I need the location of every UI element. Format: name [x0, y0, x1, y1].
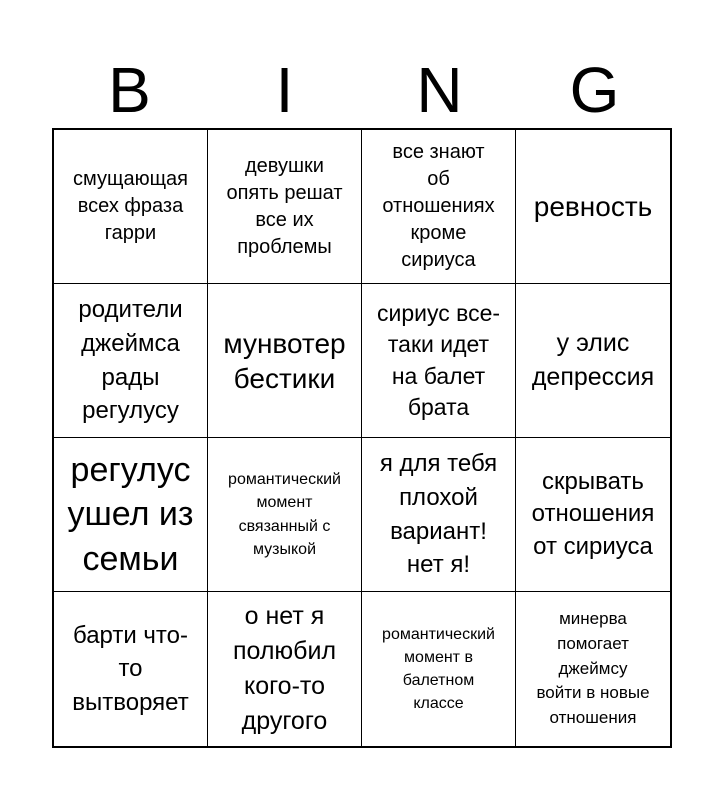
- header-letter-i: I: [275, 54, 294, 126]
- header-letter-n: N: [416, 54, 463, 126]
- bingo-cell-text: я для тебя плохой вариант! нет я!: [379, 450, 498, 579]
- bingo-cell-r2c3[interactable]: [362, 284, 516, 438]
- bingo-cell-text: барти что- то вытворяет: [72, 621, 189, 716]
- bingo-cell-r2c2[interactable]: [208, 284, 362, 438]
- bingo-cell-r4c3[interactable]: [362, 592, 516, 746]
- bingo-cell-text: романтический момент связанный с музыкой: [228, 471, 341, 558]
- bingo-board: [52, 128, 672, 748]
- header-letter-g: G: [569, 54, 620, 126]
- bingo-cell-r2c4[interactable]: [516, 284, 670, 438]
- bingo-header: [52, 54, 672, 126]
- bingo-cell-text: романтический момент в балетном классе: [382, 625, 495, 713]
- bingo-cell-text: о нет я полюбил кого-то другого: [232, 602, 337, 735]
- header-letter-b: B: [108, 54, 151, 126]
- bingo-cell-r4c4[interactable]: [516, 592, 670, 746]
- bingo-cell-r2c1[interactable]: [54, 284, 208, 438]
- bingo-cell-text: родители джеймса рады регулусу: [78, 296, 183, 425]
- bingo-cell-text: минерва помогает джеймсу войти в новые отношения: [536, 609, 650, 727]
- bingo-cell-r1c2[interactable]: [208, 130, 362, 284]
- bingo-cell-r3c1[interactable]: [54, 438, 208, 592]
- bingo-cell-r3c2[interactable]: [208, 438, 362, 592]
- bingo-cell-r4c1[interactable]: [54, 592, 208, 746]
- bingo-cell-r4c2[interactable]: [208, 592, 362, 746]
- bingo-cell-text: ревность: [533, 190, 653, 222]
- bingo-cell-text: у элис депрессия: [531, 328, 655, 391]
- bingo-cell-text: все знают об отношениях кроме сириуса: [382, 141, 495, 271]
- bingo-cell-text: смущающая всех фраза гарри: [73, 168, 188, 244]
- bingo-cell-text: девушки опять решат все их проблемы: [226, 154, 343, 258]
- bingo-cell-text: регулус ушел из семьи: [67, 451, 194, 578]
- bingo-cell-r3c3[interactable]: [362, 438, 516, 592]
- bingo-cell-r1c4[interactable]: [516, 130, 670, 284]
- bingo-cell-text: сириус все- таки идет на балет брата: [376, 300, 501, 420]
- bingo-cell-r1c3[interactable]: [362, 130, 516, 284]
- bingo-cell-text: скрывать отношения от сириуса: [531, 467, 655, 560]
- bingo-cell-r3c4[interactable]: [516, 438, 670, 592]
- bingo-cell-text: мунвотер бестики: [223, 327, 346, 394]
- bingo-cell-r1c1[interactable]: [54, 130, 208, 284]
